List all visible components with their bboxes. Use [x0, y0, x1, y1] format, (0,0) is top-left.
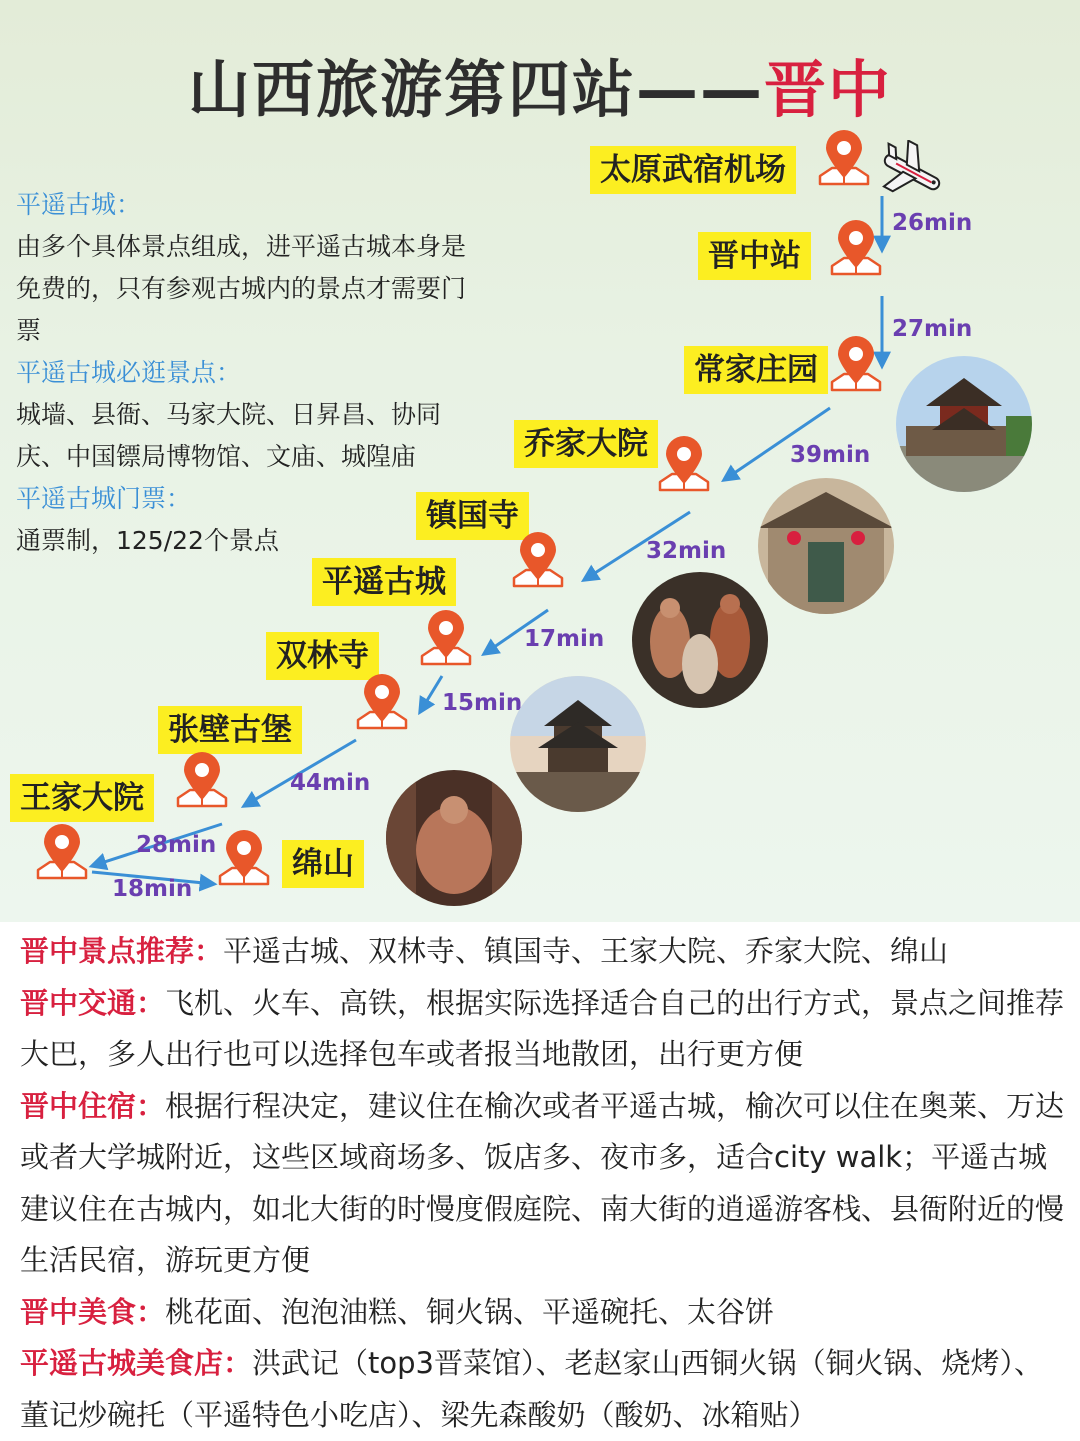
- location-pin-icon: [814, 128, 874, 190]
- location-pin-icon: [826, 334, 886, 396]
- tip-text: 根据行程决定，建议住在榆次或者平遥古城，榆次可以住在奥莱、万达或者大学城附近，这些区域商场多、饭店多、夜市多，适合city walk；平遥古城建议住在古城内，如北大街的时慢度假庭院、南大街的逍遥游客栈、县衙附近的慢生活民宿，游玩更方便: [20, 1088, 1065, 1277]
- travel-time: 28min: [136, 832, 217, 858]
- location-pin-icon: [214, 828, 274, 890]
- tip-heading: 晋中住宿：: [20, 1088, 166, 1123]
- tip-row: [20, 926, 1065, 978]
- stop-label-pingyao-ancient-city: 平遥古城: [312, 558, 456, 606]
- tip-text: 飞机、火车、高铁，根据实际选择适合自己的出行方式，景点之间推荐大巴，多人出行也可以选择包车或者报当地散团，出行更方便: [20, 985, 1065, 1071]
- title-accent: 晋中: [764, 53, 893, 126]
- location-pin-icon: [32, 822, 92, 884]
- travel-time: 39min: [790, 442, 871, 468]
- stop-label-shuanglin-temple: 双林寺: [266, 632, 379, 680]
- stop-label-changjia-manor: 常家庄园: [684, 346, 828, 394]
- tip-text: 平遥古城、双林寺、镇国寺、王家大院、乔家大院、绵山: [223, 934, 949, 968]
- intro-heading-2: 平遥古城必逛景点：: [16, 358, 242, 387]
- tip-row: [20, 1081, 1065, 1287]
- stop-label-zhangbi-fort: 张壁古堡: [158, 706, 302, 754]
- title-main: 山西旅游第四站——: [187, 53, 764, 126]
- tip-heading: 晋中交通：: [20, 985, 166, 1020]
- location-pin-icon: [654, 434, 714, 496]
- stop-label-jinzhong-station: 晋中站: [698, 232, 811, 280]
- intro-text-3: 通票制，125/22个景点: [16, 526, 279, 555]
- tip-heading: 晋中美食：: [20, 1294, 166, 1329]
- travel-time: 44min: [290, 770, 371, 796]
- tip-row: [20, 978, 1065, 1081]
- location-pin-icon: [172, 750, 232, 812]
- tip-row: [20, 1287, 1065, 1339]
- location-pin-icon: [352, 672, 412, 734]
- photo-zhenguo-temple: [632, 572, 768, 708]
- tips-panel: [20, 926, 1065, 1441]
- tip-heading: 晋中景点推荐：: [20, 934, 224, 968]
- airplane-icon: [874, 140, 950, 204]
- intro-heading-1: 平遥古城：: [16, 190, 142, 219]
- stop-label-mianshan: 绵山: [282, 840, 364, 888]
- travel-time: 17min: [524, 626, 605, 652]
- intro-text-2: 城墙、县衙、马家大院、日昇昌、协同庆、中国镖局博物馆、文庙、城隍庙: [16, 400, 442, 471]
- tip-text: 洪武记（top3晋菜馆）、老赵家山西铜火锅（铜火锅、烧烤）、董记炒碗托（平遥特色小吃店）、梁先森酸奶（酸奶、冰箱贴）: [20, 1346, 1043, 1432]
- tip-row: [20, 1338, 1065, 1441]
- tip-text: 桃花面、泡泡油糕、铜火锅、平遥碗托、太谷饼: [165, 1294, 775, 1329]
- photo-shuanglin-temple: [386, 770, 522, 906]
- travel-time: 18min: [112, 876, 193, 902]
- stop-label-zhenguo-temple: 镇国寺: [416, 492, 529, 540]
- stop-label-wangjia-courtyard: 王家大院: [10, 774, 154, 822]
- route-arrow: [420, 676, 442, 712]
- stop-label-qiaojia-courtyard: 乔家大院: [514, 420, 658, 468]
- travel-time: 15min: [442, 690, 523, 716]
- photo-pingyao-ancient-city: [510, 676, 646, 812]
- travel-time: 26min: [892, 210, 973, 236]
- location-pin-icon: [508, 530, 568, 592]
- intro-heading-3: 平遥古城门票：: [16, 484, 192, 513]
- stop-label-taiyuan-airport: 太原武宿机场: [590, 146, 796, 194]
- tip-heading: 平遥古城美食店：: [20, 1346, 253, 1380]
- photo-qiaojia-courtyard: [758, 478, 894, 614]
- travel-time: 32min: [646, 538, 727, 564]
- photo-changjia-manor: [896, 356, 1032, 492]
- intro-text-1: 由多个具体景点组成，进平遥古城本身是免费的，只有参观古城内的景点才需要门票: [16, 232, 467, 345]
- travel-time: 27min: [892, 316, 973, 342]
- location-pin-icon: [826, 218, 886, 280]
- location-pin-icon: [416, 608, 476, 670]
